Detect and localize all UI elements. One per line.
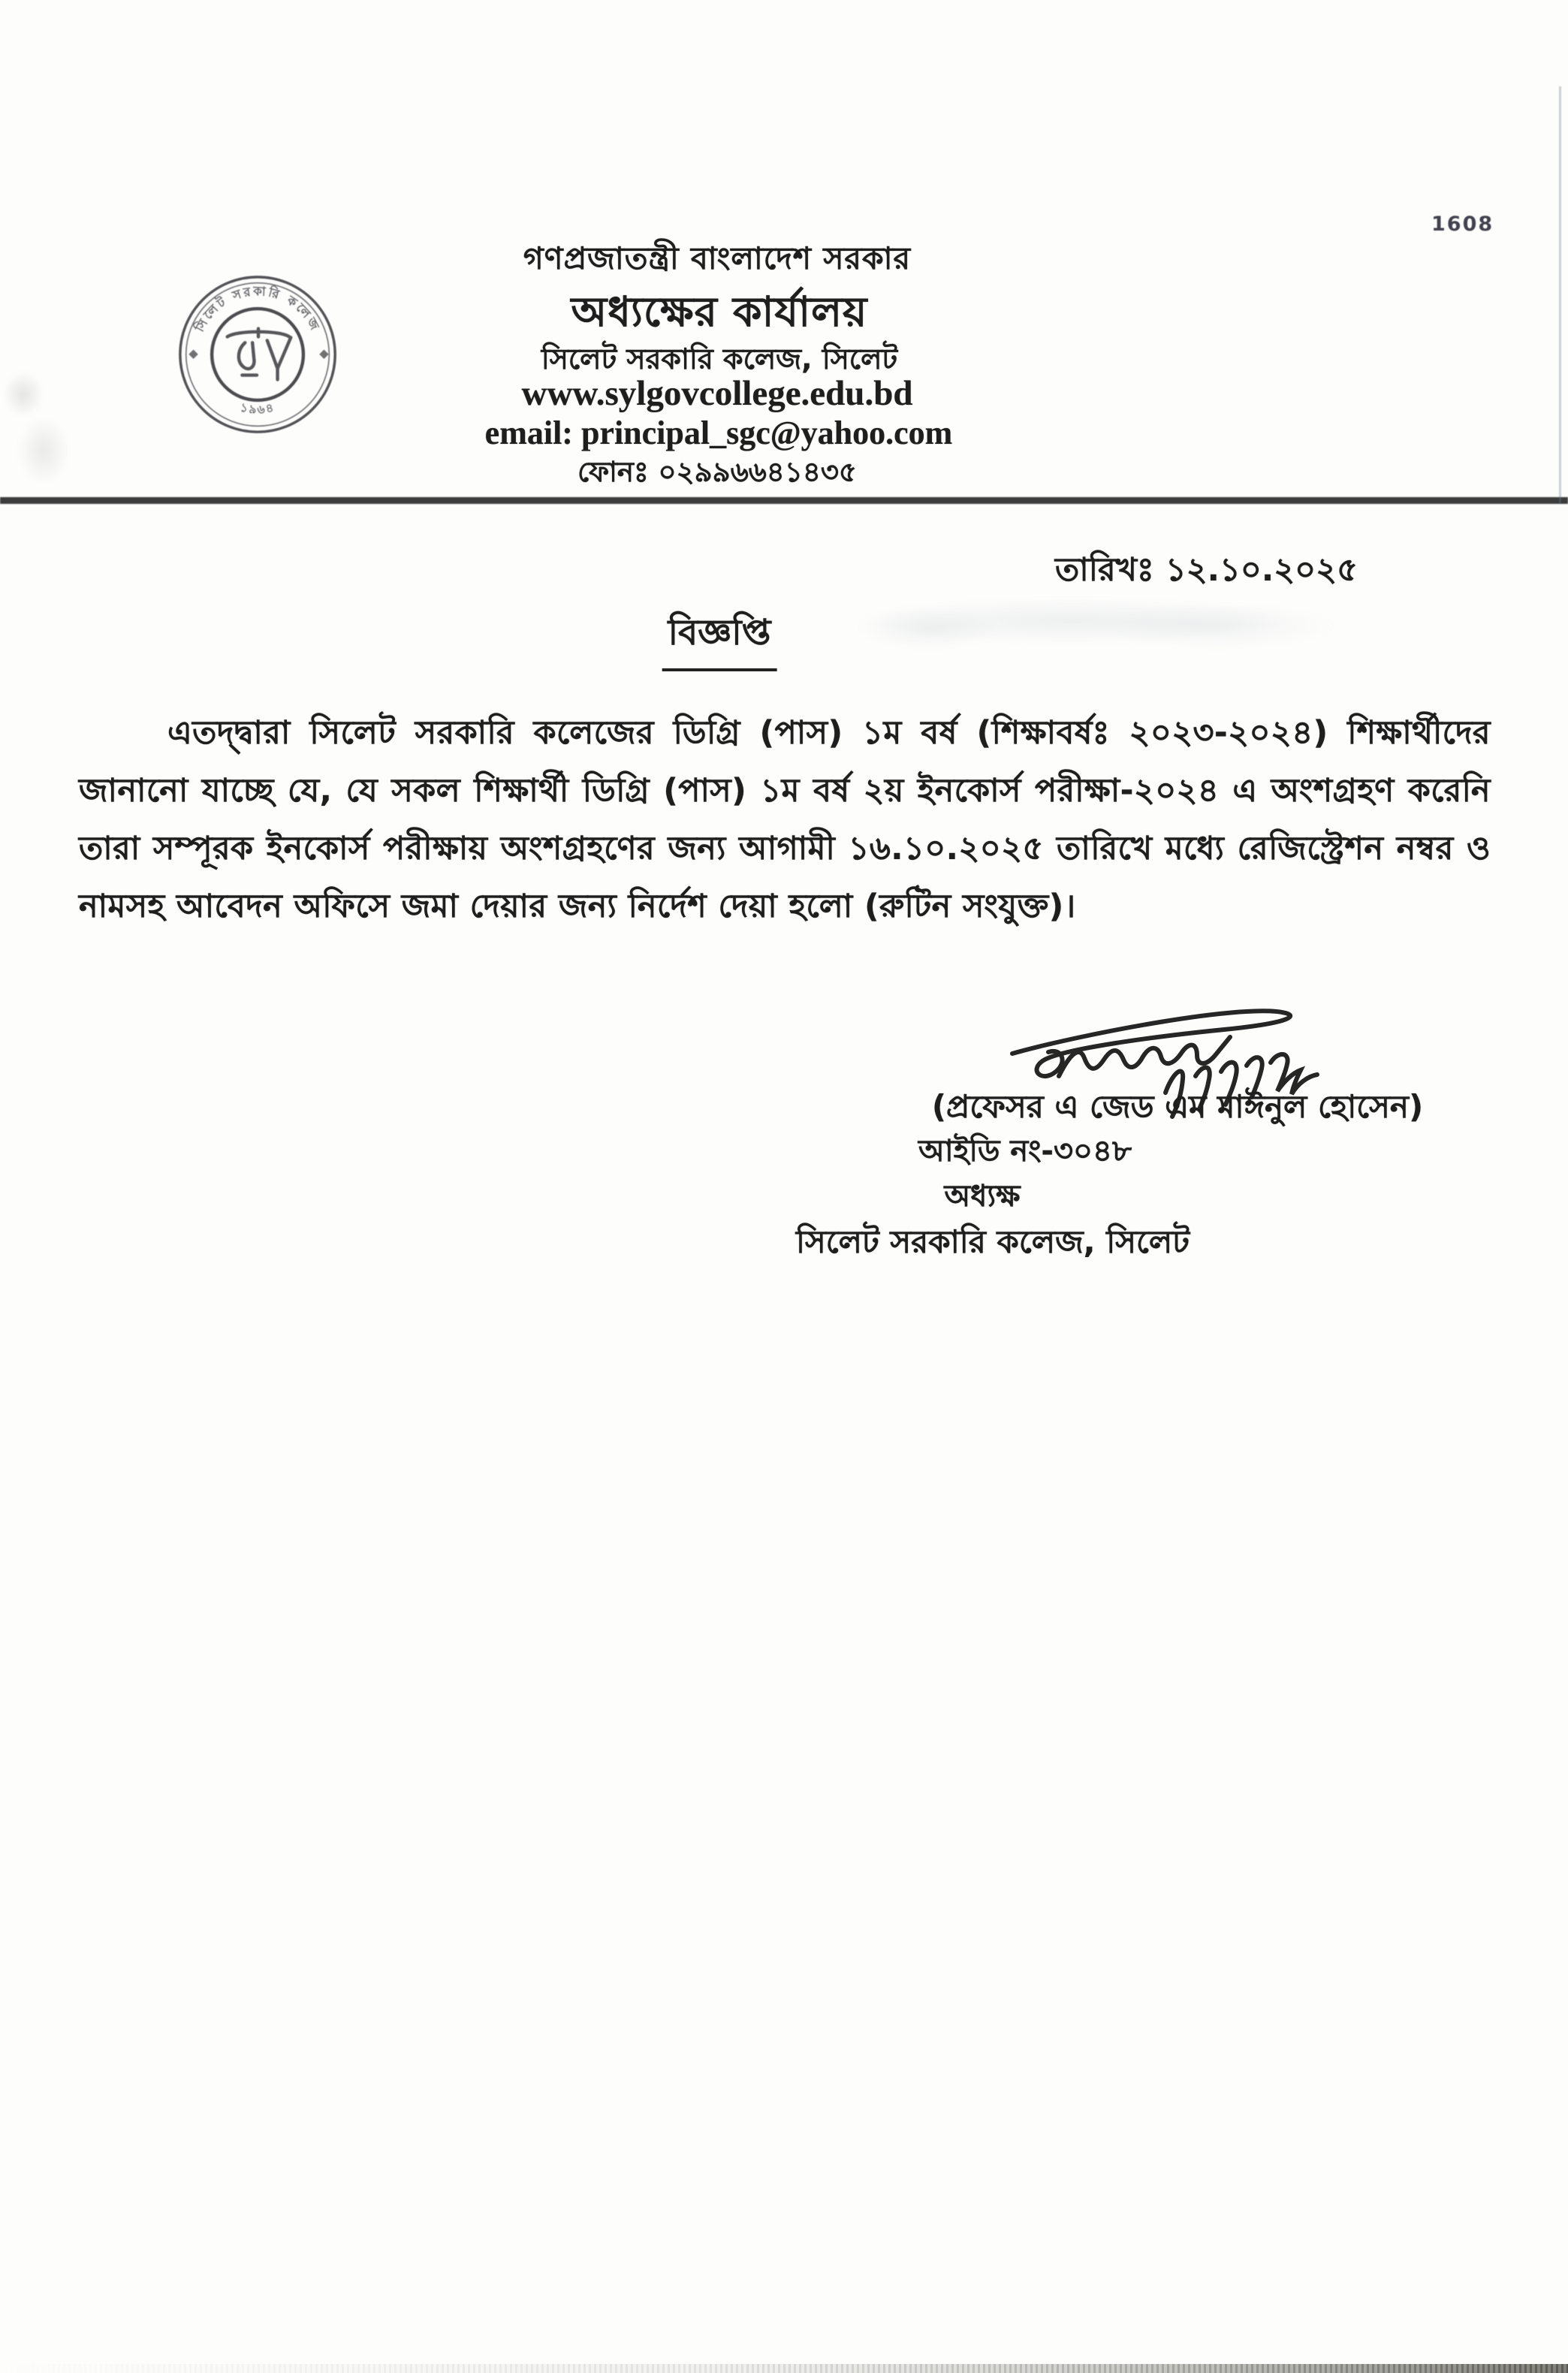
issue-date: তারিখঃ ১২.১০.২০২৫ [1055, 551, 1358, 589]
signatory-designation: অধ্যক্ষ [944, 1179, 1021, 1214]
svg-text:১৯৬৪ [239, 400, 276, 417]
letterhead-phone: ফোনঃ ০২৯৯৬৬৪১৪৩৫ [577, 456, 857, 488]
letterhead-government-line: গণপ্রজাতন্ত্রী বাংলাদেশ সরকার [523, 240, 912, 276]
body-deadline-date: ১৬.১০.২০২৫ [848, 830, 1044, 867]
signatory-college: সিলেট সরকারি কলেজ, সিলেট [795, 1223, 1190, 1260]
scan-right-edge-artifact [1559, 86, 1561, 503]
seal-emblem-icon [228, 329, 291, 380]
notice-body-paragraph [79, 704, 1491, 936]
college-seal-logo [174, 267, 344, 444]
scan-bottom-edge-artifact [0, 2364, 1568, 2373]
body-text-part2: তারিখে মধ্যে রেজিস্ট্রেশন নম্বর ও নামসহ আবেদন অফিসে জমা দেয়ার জন্য নির্দেশ দেয়া হলো (রুটিন সংযুক্ত)। [79, 830, 1491, 925]
signatory-id-number: আইডি নং-৩০৪৮ [918, 1134, 1132, 1168]
letterhead-website: www.sylgovcollege.edu.bd [521, 374, 913, 413]
body-text-part1: এতদ্দ্বারা সিলেট সরকারি কলেজের ডিগ্রি (পাস) ১ম বর্ষ (শিক্ষাবর্ষঃ ২০২৩-২০২৪) শিক্ষার্থীদের জানানো যাচ্ছে যে, যে সকল শিক্ষার্থী ডিগ্রি (পাস) ১ম বর্ষ ২য় ইনকোর্স পরীক্ষা-২০২৪ এ অংশগ্রহণ করেনি তারা সম্পূরক ইনকোর্স পরীক্ষায় অংশগ্রহণের জন্য আগামী [79, 714, 1491, 867]
header-divider-rule [0, 497, 1568, 504]
seal-rim-bottom-text: ১৯৬৪ [239, 400, 276, 417]
scan-ghost-marks [856, 597, 1337, 650]
notice-title: বিজ্ঞপ্তি [662, 605, 777, 671]
signatory-name: (প্রফেসর এ জেড এম মাঈনুল হোসেন) [931, 1088, 1424, 1125]
serial-number-stamp: 1608 [1431, 213, 1494, 236]
scan-left-smudge-artifact [3, 372, 71, 484]
letterhead-college-line: সিলেট সরকারি কলেজ, সিলেট [541, 342, 898, 375]
letterhead-office-line: অধ্যক্ষের কার্যালয় [571, 288, 868, 336]
letterhead-email: email: principal_sgc@yahoo.com [484, 415, 953, 451]
seal-rim-top-text: সিলেট সরকারি কলেজ [191, 283, 324, 334]
